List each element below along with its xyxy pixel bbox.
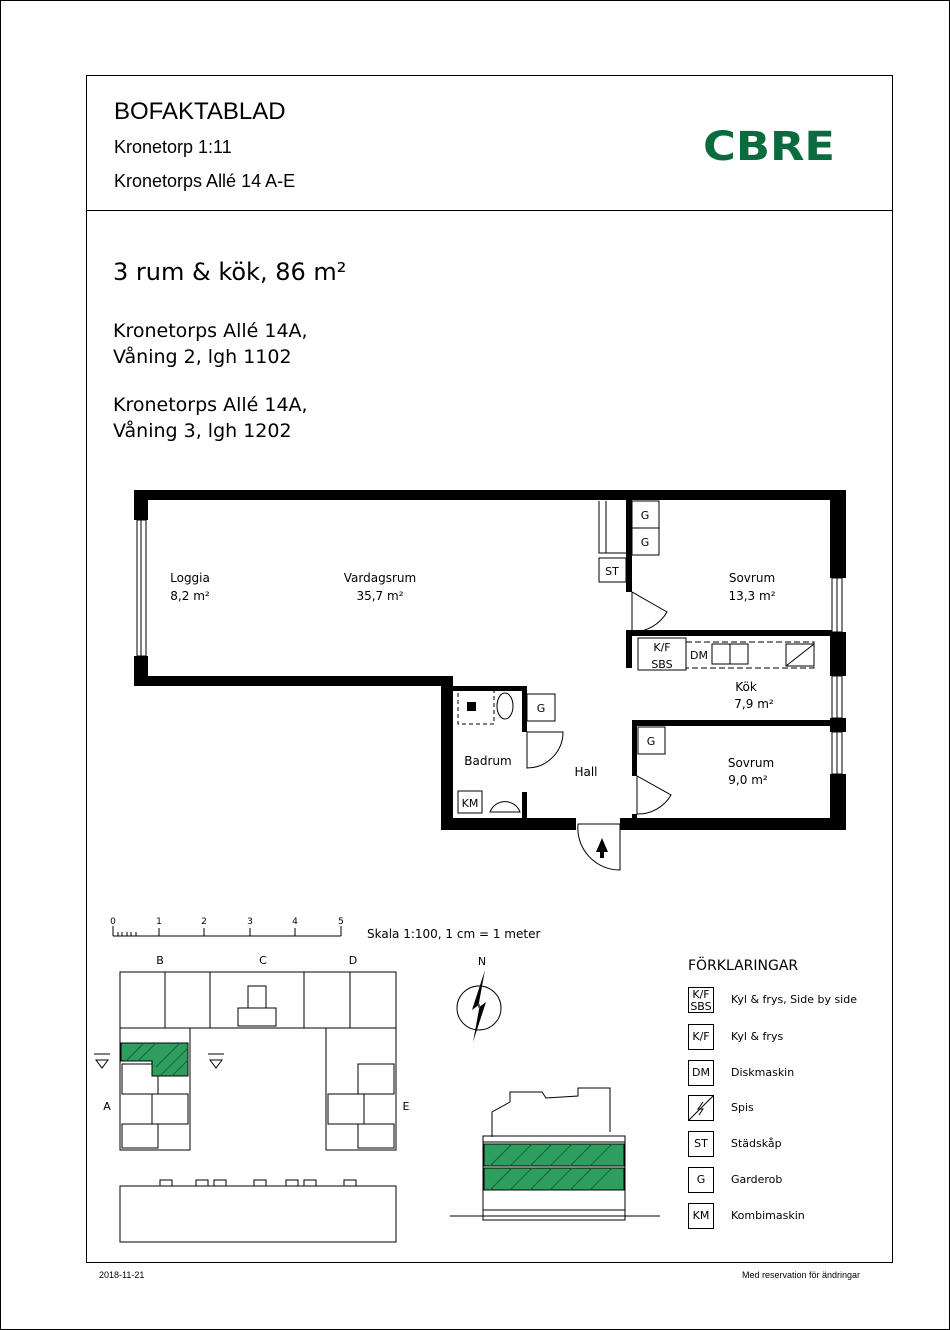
bathroom (458, 690, 520, 813)
legend-label-g: Garderob (731, 1173, 783, 1186)
kitchen-dm: DM (690, 649, 708, 662)
legend-label-kf-sbs: Kyl & frys, Side by side (731, 993, 857, 1006)
room-living-name: Vardagsrum (343, 571, 417, 585)
scale-tick-5: 5 (338, 917, 344, 927)
legend-symbol-km: KM (688, 1203, 714, 1229)
legend-item-st (688, 1131, 888, 1161)
legend-item-spis (688, 1095, 888, 1125)
room-hall-name: Hall (574, 765, 598, 779)
room-bedroom2-area: 9,0 m² (728, 773, 768, 787)
building-label-b: B (156, 954, 164, 967)
unit-2-street: Kronetorps Allé 14A, (113, 394, 308, 416)
closet-g-2: G (640, 536, 650, 549)
spis-icon (689, 1096, 713, 1120)
room-kitchen-area: 7,9 m² (734, 697, 774, 711)
room-kitchen-name: Kök (735, 680, 757, 694)
legend-symbol-st: ST (688, 1131, 714, 1157)
building-label-d: D (348, 954, 358, 967)
legend-symbol-sbs-line: SBS (690, 1000, 712, 1013)
compass-needle-icon (472, 970, 486, 1042)
scale-tick-2: 2 (201, 917, 207, 927)
building-label-c: C (259, 954, 267, 967)
svg-text:CBRE: CBRE (703, 124, 835, 168)
scale-tick-3: 3 (247, 917, 253, 927)
legend-symbol-spis (688, 1095, 714, 1121)
legend-symbol-kf-sbs (688, 987, 714, 1013)
scale-bar (105, 912, 355, 942)
legend-item-kf-sbs (688, 987, 888, 1017)
legend-item-kf (688, 1024, 888, 1054)
apartment-highlight (121, 1043, 188, 1076)
bathroom-km: KM (461, 797, 479, 810)
windows (137, 520, 842, 774)
closet-g-1: G (640, 509, 650, 522)
scale-tick-1: 1 (156, 917, 162, 927)
building-label-a: A (103, 1100, 111, 1113)
property-designation: Kronetorp 1:11 (114, 137, 232, 157)
room-bedroom1-area: 13,3 m² (728, 589, 776, 603)
legend-title: FÖRKLARINGAR (688, 958, 799, 974)
room-bathroom-name: Badrum (464, 754, 512, 768)
legend-item-g (688, 1167, 888, 1197)
room-bedroom1-name: Sovrum (728, 571, 776, 585)
legend-item-km (688, 1203, 888, 1233)
unit-1-floor: Våning 2, lgh 1102 (113, 346, 292, 368)
unit-1-street: Kronetorps Allé 14A, (113, 320, 308, 342)
room-bedroom2-name: Sovrum (727, 756, 775, 770)
apartment-title: 3 rum & kök, 86 m² (113, 258, 347, 286)
entrance-arrow-icon (596, 838, 608, 858)
north-label: N (477, 955, 487, 968)
footer-note: Med reservation för ändringar (742, 1270, 861, 1280)
kitchen-sbs: SBS (651, 658, 673, 671)
legend-label-dm: Diskmaskin (731, 1066, 795, 1079)
room-loggia-name: Loggia (170, 571, 210, 585)
legend-symbol-kf: K/F (688, 1024, 714, 1050)
north-compass (452, 952, 508, 1044)
closet-g-3: G (646, 735, 656, 748)
kitchen (638, 638, 814, 671)
legend-symbol-dm: DM (688, 1060, 714, 1086)
document-title: BOFAKTABLAD (114, 98, 286, 125)
closet-st: ST (605, 565, 619, 578)
scale-tick-4: 4 (292, 917, 298, 927)
building-elevation (450, 1082, 660, 1224)
building-label-e: E (402, 1100, 410, 1113)
scale-caption: Skala 1:100, 1 cm = 1 meter (367, 927, 541, 941)
legend-label-spis: Spis (731, 1101, 754, 1114)
legend-label-kf: Kyl & frys (731, 1030, 784, 1043)
legend-label-km: Kombimaskin (731, 1209, 805, 1222)
footer-date: 2018-11-21 (99, 1270, 145, 1280)
scale-tick-0: 0 (110, 917, 116, 927)
unit-2-floor: Våning 3, lgh 1202 (113, 420, 292, 442)
closet-g-4: G (536, 702, 546, 715)
legend-symbol-g: G (688, 1167, 714, 1193)
room-loggia-area: 8,2 m² (170, 589, 210, 603)
legend-item-dm (688, 1060, 888, 1090)
property-address: Kronetorps Allé 14 A-E (114, 171, 296, 191)
legend-label-st: Städskåp (731, 1137, 782, 1150)
room-living-area: 35,7 m² (356, 589, 404, 603)
legend-symbol-kf-line: K/F (692, 988, 710, 1001)
site-plan (90, 950, 420, 1250)
kitchen-kf: K/F (653, 641, 671, 654)
